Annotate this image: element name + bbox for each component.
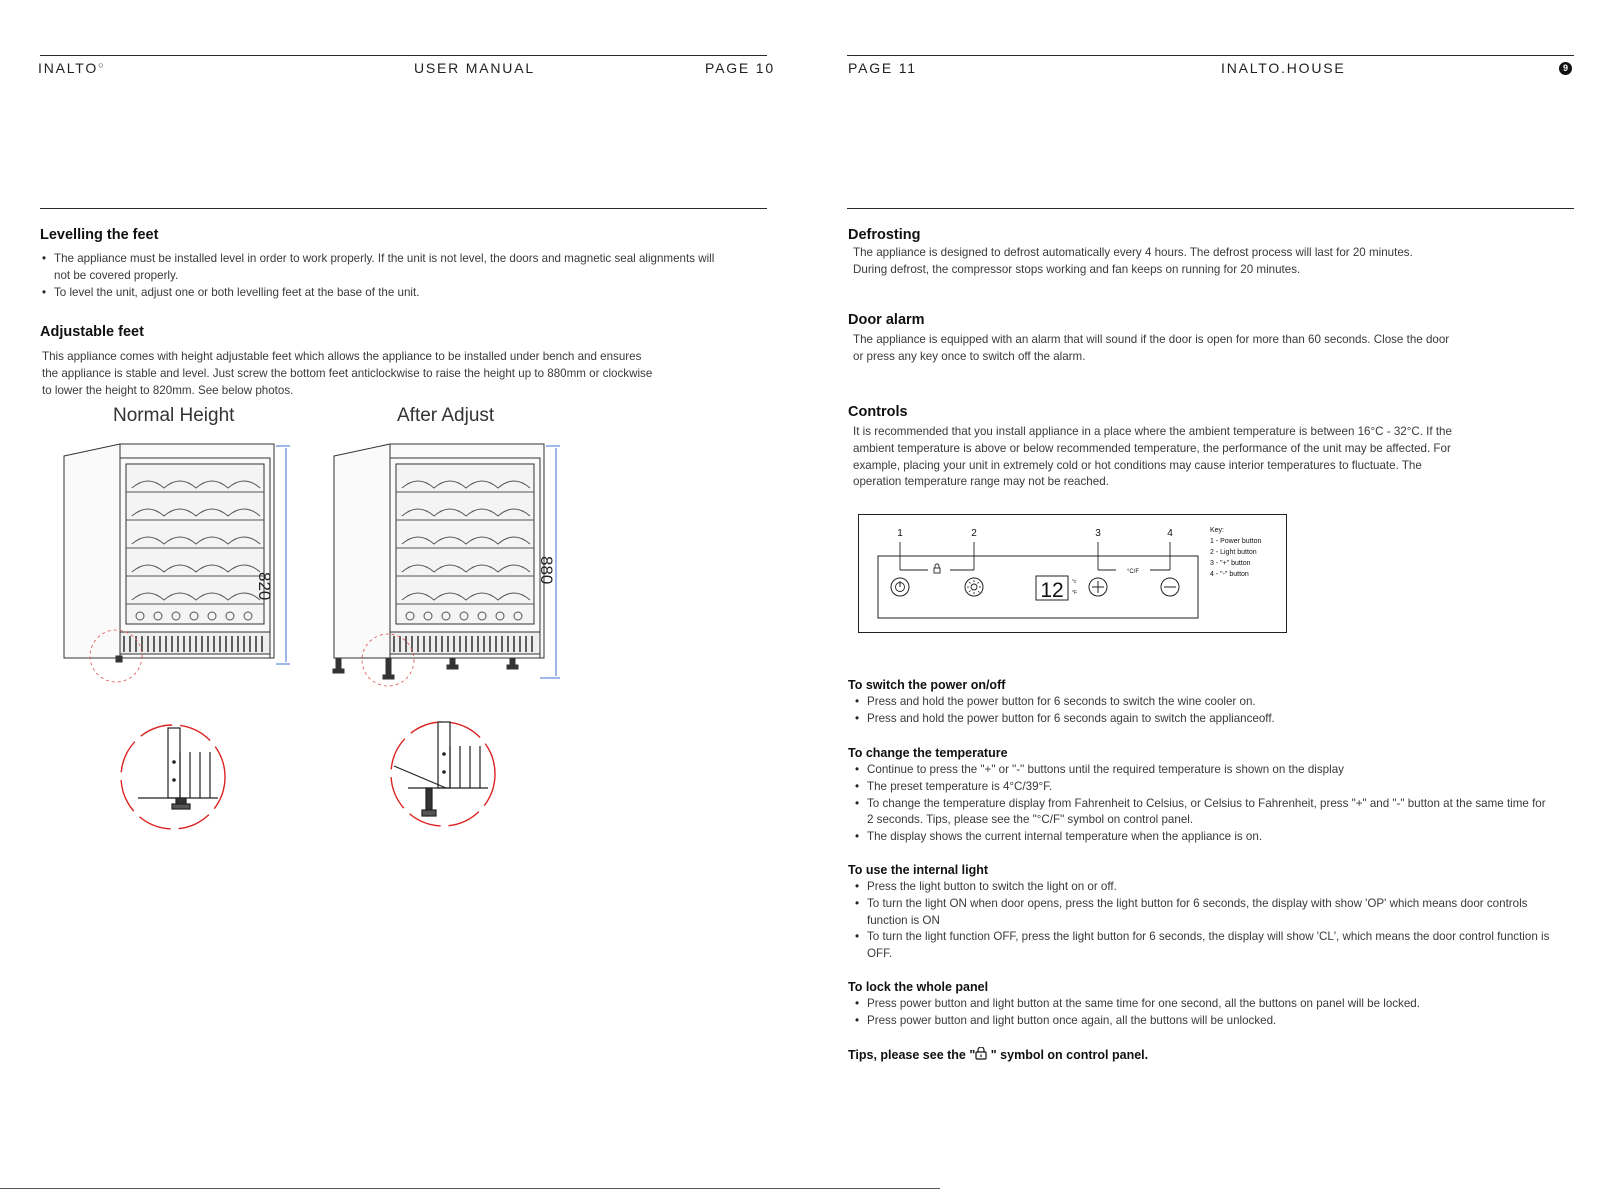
lock-bullet: • Press power button and light button at the same time for one second, all the buttons on panel will be locked. [855,996,1555,1013]
page-badge [1559,62,1572,75]
foot-detail-normal-zoom [118,722,228,832]
lock-bullet: • Press power button and light button once again, all the buttons will be unlocked. [855,1013,1555,1030]
after-adjust-caption: After Adjust [397,405,495,426]
defrosting-line: During defrost, the compressor stops working and fan keeps on running for 20 minutes. [853,262,1301,276]
controls-line: example, placing your unit in extremely cold or hot conditions may cause interior temperatures to fluctuate. The [853,458,1422,472]
unit-toggle-label: °C/F [1126,569,1140,575]
defrosting-line: The appliance is designed to defrost automatically every 4 hours. The defrost process will last for 20 minutes. [853,246,1413,259]
adjustable-line: the appliance is stable and level. Just screw the bottom feet anticlockwise to raise the height up to 880mm or clockwise [42,366,653,380]
lock-icon [975,1047,987,1060]
panel-key-item: 3 - "+" button [1210,560,1251,567]
panel-number-1: 1 [897,528,903,539]
power-heading: To switch the power on/off [848,678,1006,692]
tips-text-end: " symbol on control panel. [987,1048,1149,1062]
door-alarm-paragraph [853,332,1449,366]
light-heading: To use the internal light [848,863,989,877]
right-page-number: PAGE 11 [848,60,917,76]
lock-list [855,996,1555,1030]
brand-logo: INALTO○ [38,60,106,76]
unit-f-label: °F [1072,590,1078,596]
minus-button-icon [1161,578,1179,596]
right-header-rule [847,55,1574,56]
defrosting-heading: Defrosting [848,227,921,243]
panel-key-item: 2 - Light button [1210,549,1257,556]
dimension-820-label: 820 [255,572,274,601]
power-button-icon [891,578,909,596]
controls-paragraph [853,424,1452,491]
controls-line: ambient temperature is above or below recommended temperature, the performance of the unit may be affected. For [853,441,1451,455]
site-name: INALTO.HOUSE [1221,60,1346,76]
right-section-rule [847,208,1574,209]
left-header-rule [40,55,767,56]
light-button-icon [965,578,983,596]
left-page-number: PAGE 10 [705,60,775,76]
light-bullet: • To turn the light function OFF, press the light button for 6 seconds, the display will show 'CL', which means the door control function is OFF. [855,929,1555,963]
temperature-heading: To change the temperature [848,746,1008,760]
panel-key-item: 1 - Power button [1210,538,1262,545]
dimension-880-label: 880 [537,556,556,585]
door-alarm-line: The appliance is equipped with an alarm that will sound if the door is open for more than 60 seconds. Close the door [853,333,1450,346]
panel-key-title: Key: [1210,527,1225,534]
temperature-list [855,762,1555,846]
adjustable-heading: Adjustable feet [40,324,144,340]
temperature-bullet: • The display shows the current internal temperature when the appliance is on. [855,829,1555,846]
levelling-bullet: • The appliance must be installed level in order to work properly. If the unit is not level, the doors and magnetic seal alignments will not be covered properly. [42,251,732,285]
power-bullet: • Press and hold the power button for 6 seconds again to switch the applianceoff. [855,711,1555,728]
light-list [855,879,1555,963]
control-panel-diagram [858,514,1288,634]
tips-text-start: Tips, please see the " [848,1048,976,1062]
controls-line: operation temperature range may not be reached. [853,475,1109,489]
levelling-bullet: • To level the unit, adjust one or both levelling feet at the base of the unit. [42,285,732,302]
manual-title: USER MANUAL [414,60,535,76]
tips-line [848,1047,1148,1062]
normal-height-caption: Normal Height [113,405,235,426]
unit-c-label: °c [1072,579,1077,585]
temperature-bullet: • The preset temperature is 4°C/39°F. [855,779,1555,796]
door-alarm-line: or press any key once to switch off the alarm. [853,349,1086,363]
controls-line: It is recommended that you install appliance in a place where the ambient temperature is between 16°C - 32°C. If the [853,425,1452,438]
page-badge-number: 9 [1562,63,1568,73]
power-bullet: • Press and hold the power button for 6 seconds to switch the wine cooler on. [855,694,1555,711]
power-list [855,694,1555,728]
adjustable-paragraph [42,349,652,399]
plus-button-icon [1089,578,1107,596]
adjustable-line: to lower the height to 820mm. See below photos. [42,383,294,397]
left-section-rule [40,208,767,209]
controls-heading: Controls [848,404,908,420]
wine-cooler-adjusted-illustration [330,440,560,700]
temperature-bullet: • Continue to press the "+" or "-" buttons until the required temperature is shown on the display [855,762,1555,779]
defrosting-paragraph [853,245,1413,279]
temperature-display-value: 12 [1040,579,1064,602]
panel-number-2: 2 [971,528,977,539]
wine-cooler-normal-illustration [60,440,290,700]
light-bullet: • To turn the light ON when door opens, press the light button for 6 seconds, the display with show 'OP' which means door controls function is ON [855,896,1555,930]
levelling-list [42,251,732,301]
door-alarm-heading: Door alarm [848,312,925,328]
panel-key-item: 4 - "-" button [1210,571,1249,578]
left-footer-rule [0,1188,940,1189]
foot-detail-adjusted-zoom [388,716,498,832]
panel-number-3: 3 [1095,528,1101,539]
light-bullet: • Press the light button to switch the light on or off. [855,879,1555,896]
brand-text: INALTO [38,60,99,76]
levelling-heading: Levelling the feet [40,227,159,243]
lock-heading: To lock the whole panel [848,980,989,994]
panel-number-4: 4 [1167,528,1173,539]
temperature-bullet: • To change the temperature display from Fahrenheit to Celsius, or Celsius to Fahrenheit, press "+" and "-" button at the same time for 2 seconds. Tips, please see the "°C/F" symbol on control panel. [855,796,1555,830]
adjustable-line: This appliance comes with height adjustable feet which allows the appliance to be installed under bench and ensures [42,350,642,363]
